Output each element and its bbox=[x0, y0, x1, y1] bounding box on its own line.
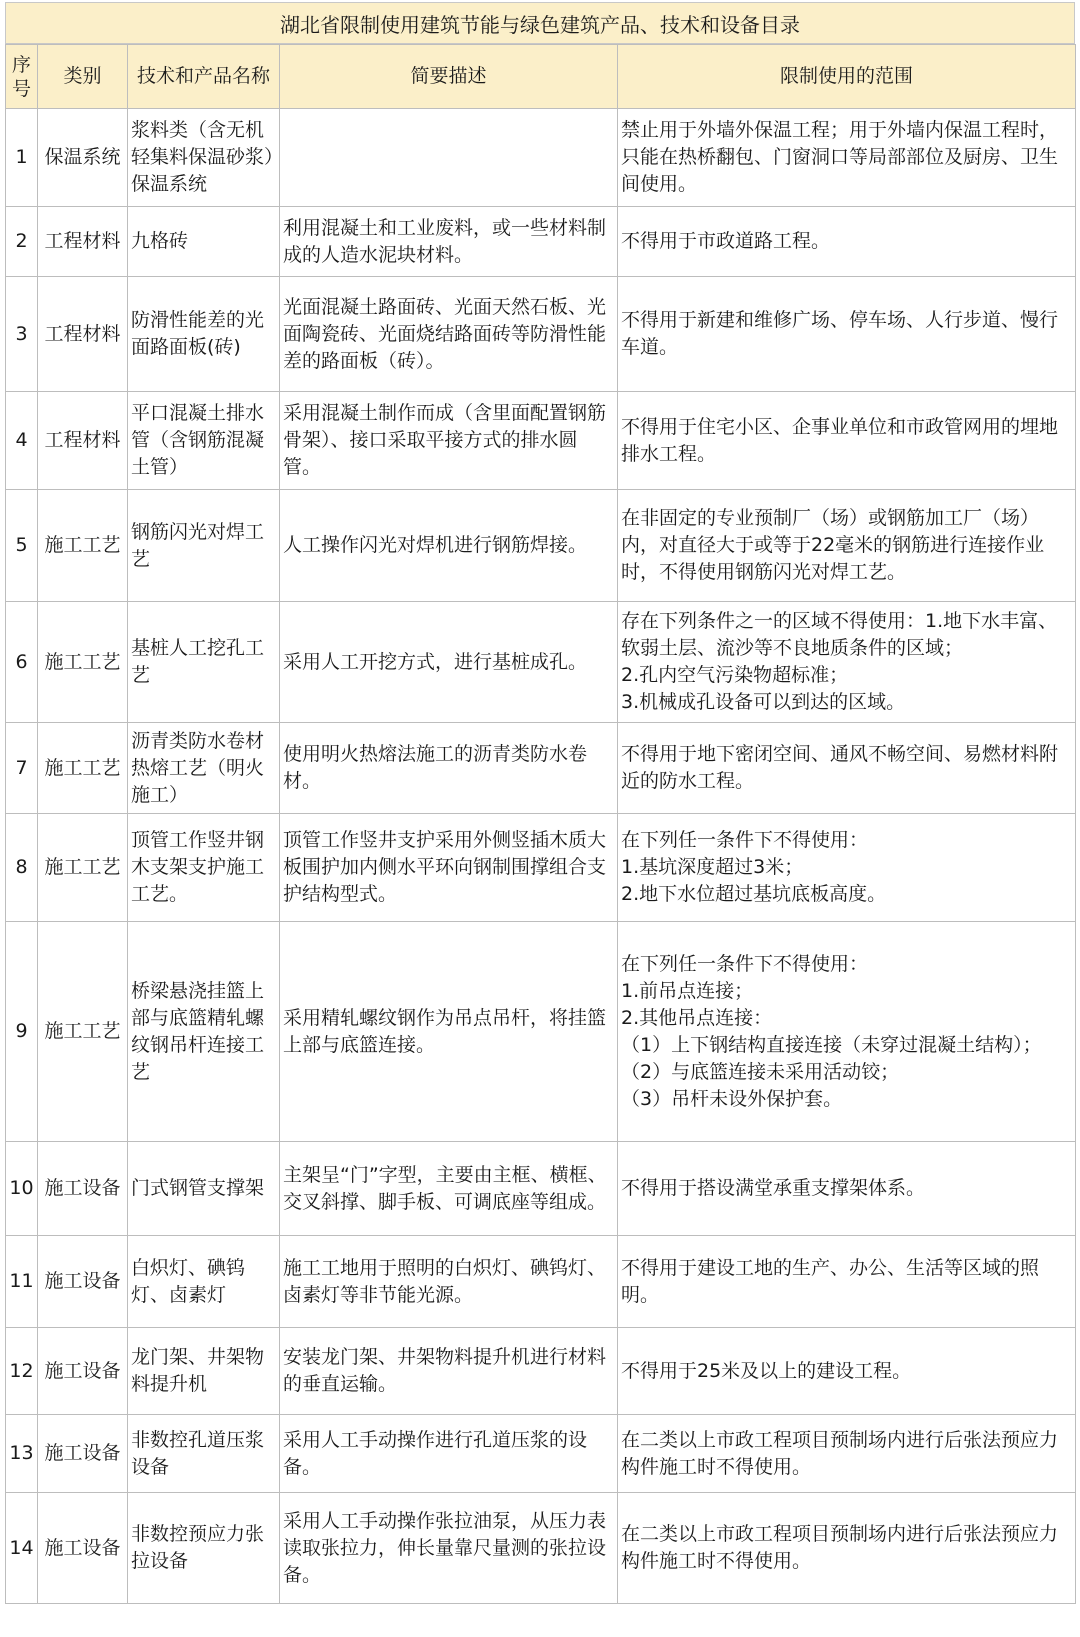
row-scope: 不得用于搭设满堂承重支撑架体系。 bbox=[618, 1142, 1076, 1236]
row-category: 施工工艺 bbox=[38, 723, 128, 814]
row-name: 平口混凝土排水管（含钢筋混凝土管） bbox=[128, 392, 280, 490]
row-scope: 在二类以上市政工程项目预制场内进行后张法预应力构件施工时不得使用。 bbox=[618, 1493, 1076, 1604]
row-category: 工程材料 bbox=[38, 277, 128, 392]
row-description: 主架呈“门”字型，主要由主框、横框、交叉斜撑、脚手板、可调底座等组成。 bbox=[280, 1142, 618, 1236]
row-name: 钢筋闪光对焊工艺 bbox=[128, 490, 280, 602]
row-name: 非数控孔道压浆设备 bbox=[128, 1415, 280, 1493]
row-category: 施工工艺 bbox=[38, 490, 128, 602]
row-number: 1 bbox=[6, 109, 38, 207]
row-scope: 不得用于建设工地的生产、办公、生活等区域的照明。 bbox=[618, 1236, 1076, 1328]
row-scope: 不得用于住宅小区、企事业单位和市政管网用的埋地排水工程。 bbox=[618, 392, 1076, 490]
row-scope: 在非固定的专业预制厂（场）或钢筋加工厂（场）内，对直径大于或等于22毫米的钢筋进行连接作业时，不得使用钢筋闪光对焊工艺。 bbox=[618, 490, 1076, 602]
row-number: 14 bbox=[6, 1493, 38, 1604]
row-number: 3 bbox=[6, 277, 38, 392]
header-row bbox=[6, 45, 1076, 109]
row-number: 8 bbox=[6, 814, 38, 922]
row-name: 非数控预应力张拉设备 bbox=[128, 1493, 280, 1604]
row-number: 13 bbox=[6, 1415, 38, 1493]
row-scope: 不得用于市政道路工程。 bbox=[618, 207, 1076, 277]
row-name: 浆料类（含无机轻集料保温砂浆）保温系统 bbox=[128, 109, 280, 207]
table-title: 湖北省限制使用建筑节能与绿色建筑产品、技术和设备目录 bbox=[5, 2, 1075, 44]
table-row bbox=[6, 1328, 1076, 1415]
row-name: 沥青类防水卷材热熔工艺（明火施工） bbox=[128, 723, 280, 814]
row-description: 光面混凝土路面砖、光面天然石板、光面陶瓷砖、光面烧结路面砖等防滑性能差的路面板（砖）。 bbox=[280, 277, 618, 392]
row-scope: 在二类以上市政工程项目预制场内进行后张法预应力构件施工时不得使用。 bbox=[618, 1415, 1076, 1493]
table-row bbox=[6, 277, 1076, 392]
row-number: 6 bbox=[6, 602, 38, 723]
table-row bbox=[6, 1236, 1076, 1328]
table-row bbox=[6, 922, 1076, 1142]
row-description: 使用明火热熔法施工的沥青类防水卷材。 bbox=[280, 723, 618, 814]
row-category: 施工工艺 bbox=[38, 814, 128, 922]
table-row bbox=[6, 392, 1076, 490]
table-header bbox=[6, 45, 1076, 109]
row-number: 2 bbox=[6, 207, 38, 277]
row-description: 顶管工作竖井支护采用外侧竖插木质大板围护加内侧水平环向钢制围撑组合支护结构型式。 bbox=[280, 814, 618, 922]
row-scope: 在下列任一条件下不得使用： 1.前吊点连接； 2.其他吊点连接： （1）上下钢结构直接连接（未穿过混凝土结构）； （2）与底篮连接未采用活动铰； （3）吊杆未设外保护套。 bbox=[618, 922, 1076, 1142]
table-row bbox=[6, 1493, 1076, 1604]
col-header-no: 序 号 bbox=[6, 45, 38, 109]
row-description: 安装龙门架、井架物料提升机进行材料的垂直运输。 bbox=[280, 1328, 618, 1415]
table-row bbox=[6, 1142, 1076, 1236]
row-number: 5 bbox=[6, 490, 38, 602]
row-scope: 不得用于25米及以上的建设工程。 bbox=[618, 1328, 1076, 1415]
table-row bbox=[6, 109, 1076, 207]
row-scope: 不得用于地下密闭空间、通风不畅空间、易燃材料附近的防水工程。 bbox=[618, 723, 1076, 814]
table-row bbox=[6, 1415, 1076, 1493]
row-category: 保温系统 bbox=[38, 109, 128, 207]
row-name: 龙门架、井架物料提升机 bbox=[128, 1328, 280, 1415]
row-scope: 禁止用于外墙外保温工程；用于外墙内保温工程时，只能在热桥翻包、门窗洞口等局部部位及厨房、卫生间使用。 bbox=[618, 109, 1076, 207]
row-category: 施工工艺 bbox=[38, 922, 128, 1142]
row-category: 施工设备 bbox=[38, 1493, 128, 1604]
row-number: 7 bbox=[6, 723, 38, 814]
row-category: 施工设备 bbox=[38, 1236, 128, 1328]
row-category: 施工设备 bbox=[38, 1415, 128, 1493]
row-number: 10 bbox=[6, 1142, 38, 1236]
row-number: 9 bbox=[6, 922, 38, 1142]
row-category: 工程材料 bbox=[38, 207, 128, 277]
table-row bbox=[6, 602, 1076, 723]
row-category: 施工工艺 bbox=[38, 602, 128, 723]
row-scope: 不得用于新建和维修广场、停车场、人行步道、慢行车道。 bbox=[618, 277, 1076, 392]
row-category: 施工设备 bbox=[38, 1142, 128, 1236]
row-description: 人工操作闪光对焊机进行钢筋焊接。 bbox=[280, 490, 618, 602]
col-header-name: 技术和产品名称 bbox=[128, 45, 280, 109]
table-row bbox=[6, 207, 1076, 277]
row-description: 采用人工开挖方式，进行基桩成孔。 bbox=[280, 602, 618, 723]
table-row bbox=[6, 814, 1076, 922]
row-category: 施工设备 bbox=[38, 1328, 128, 1415]
col-header-scope: 限制使用的范围 bbox=[618, 45, 1076, 109]
row-name: 白炽灯、碘钨灯、卤素灯 bbox=[128, 1236, 280, 1328]
row-name: 防滑性能差的光面路面板(砖) bbox=[128, 277, 280, 392]
row-name: 门式钢管支撑架 bbox=[128, 1142, 280, 1236]
restriction-table bbox=[5, 44, 1076, 1604]
row-number: 12 bbox=[6, 1328, 38, 1415]
row-description: 采用精轧螺纹钢作为吊点吊杆，将挂篮上部与底篮连接。 bbox=[280, 922, 618, 1142]
row-description: 施工工地用于照明的白炽灯、碘钨灯、卤素灯等非节能光源。 bbox=[280, 1236, 618, 1328]
row-description: 采用人工手动操作进行孔道压浆的设备。 bbox=[280, 1415, 618, 1493]
row-description: 利用混凝土和工业废料，或一些材料制成的人造水泥块材料。 bbox=[280, 207, 618, 277]
row-scope: 在下列任一条件下不得使用： 1.基坑深度超过3米； 2.地下水位超过基坑底板高度。 bbox=[618, 814, 1076, 922]
row-name: 顶管工作竖井钢木支架支护施工工艺。 bbox=[128, 814, 280, 922]
col-header-description: 简要描述 bbox=[280, 45, 618, 109]
table-row bbox=[6, 723, 1076, 814]
row-scope: 存在下列条件之一的区域不得使用：1.地下水丰富、软弱土层、流沙等不良地质条件的区域； 2.孔内空气污染物超标准； 3.机械成孔设备可以到达的区域。 bbox=[618, 602, 1076, 723]
row-description: 采用人工手动操作张拉油泵，从压力表读取张拉力，伸长量靠尺量测的张拉设备。 bbox=[280, 1493, 618, 1604]
row-number: 4 bbox=[6, 392, 38, 490]
row-number: 11 bbox=[6, 1236, 38, 1328]
row-name: 桥梁悬浇挂篮上部与底篮精轧螺纹钢吊杆连接工艺 bbox=[128, 922, 280, 1142]
row-description bbox=[280, 109, 618, 207]
row-category: 工程材料 bbox=[38, 392, 128, 490]
table-row bbox=[6, 490, 1076, 602]
row-name: 九格砖 bbox=[128, 207, 280, 277]
table-body bbox=[6, 109, 1076, 1604]
row-description: 采用混凝土制作而成（含里面配置钢筋骨架）、接口采取平接方式的排水圆管。 bbox=[280, 392, 618, 490]
col-header-category: 类别 bbox=[38, 45, 128, 109]
row-name: 基桩人工挖孔工艺 bbox=[128, 602, 280, 723]
